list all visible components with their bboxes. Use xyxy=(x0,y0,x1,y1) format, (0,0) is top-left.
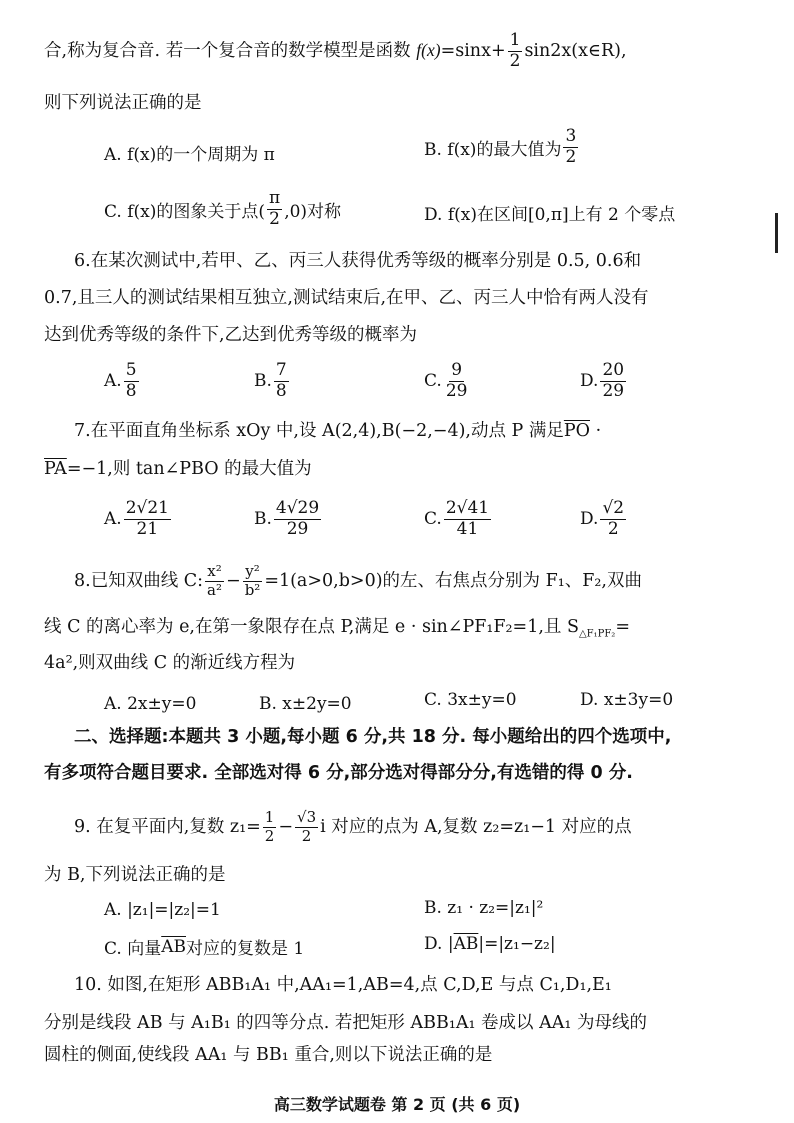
q6-option-b xyxy=(254,362,291,401)
q6-option-a-label: A. xyxy=(104,371,122,392)
q8-fraction-y xyxy=(243,564,263,599)
q5-frac-num: 1 xyxy=(509,30,521,50)
q9-stem-line1 xyxy=(74,810,632,845)
q9-option-d-post: |=|z₁−z₂| xyxy=(478,934,556,954)
q9-option-a: A. |z₁|=|z₂|=1 xyxy=(104,900,221,920)
q9-fraction-root3 xyxy=(295,810,318,845)
q5-stem-line2: 则下列说法正确的是 xyxy=(44,93,202,113)
q7-option-b-label: B. xyxy=(254,509,272,530)
q8-stem-text: 8.已知双曲线 C: xyxy=(74,570,204,591)
section2-heading-line2: 有多项符合题目要求. 全部选对得 6 分,部分选对得部分分,有选错的得 0 分. xyxy=(44,763,633,783)
q7-option-d-label: D. xyxy=(580,509,599,530)
q7-option-d-fraction xyxy=(600,500,626,539)
q6-option-b-den: 8 xyxy=(275,380,287,401)
q8-stem-line1 xyxy=(74,564,642,599)
q5-option-c xyxy=(104,190,341,229)
q9-frac-root3-den: 2 xyxy=(301,826,312,845)
q10-stem-line3: 圆柱的侧面,使线段 AA₁ 与 BB₁ 重合,则以下说法正确的是 xyxy=(44,1045,493,1065)
q6-stem-line3: 达到优秀等级的条件下,乙达到优秀等级的概率为 xyxy=(44,325,418,345)
q8-frac-x-num: x² xyxy=(207,562,222,580)
q9-option-d xyxy=(424,934,556,954)
q8-stem-line2-text: 线 C 的离心率为 e,在第一象限存在点 P,满足 e · sin∠PF₁F₂=1,且 S xyxy=(44,617,579,637)
q8-option-b: B. x±2y=0 xyxy=(259,694,352,714)
q8-frac-x-den: a² xyxy=(207,580,223,599)
section2-heading-line1: 二、选择题:本题共 3 小题,每小题 6 分,共 18 分. 每小题给出的四个选项中, xyxy=(74,727,672,747)
q7-option-a-fraction xyxy=(124,500,171,539)
q8-option-c: C. 3x±y=0 xyxy=(424,690,517,710)
q6-option-b-fraction xyxy=(274,362,289,401)
q6-option-a xyxy=(104,362,141,401)
q7-option-c-num: 2√41 xyxy=(445,498,490,518)
q7-stem-text: 7.在平面直角坐标系 xOy 中,设 A(2,4),B(−2,−4),动点 P 满足 xyxy=(74,421,564,441)
q7-option-c-label: C. xyxy=(424,509,442,530)
q9-option-c-post: 对应的复数是 1 xyxy=(186,939,305,959)
q5-option-b-fraction xyxy=(563,128,578,167)
q5-stem-line1 xyxy=(44,32,627,71)
q8-fraction-x xyxy=(205,564,224,599)
q8-option-a: A. 2x±y=0 xyxy=(104,694,197,714)
q7-stem-line2 xyxy=(44,458,312,481)
q9-option-b: B. z₁ · z₂=|z₁|² xyxy=(424,898,544,918)
q7-option-a-num: 2√21 xyxy=(125,498,169,518)
q7-vector-pa: $\overline{PA}$ xyxy=(44,459,67,479)
q5-option-d: D. f(x)在区间[0,π]上有 2 个零点 xyxy=(424,205,676,225)
q6-option-d-fraction xyxy=(600,362,626,401)
q5-option-c-pre: C. f(x)的图象关于点( xyxy=(104,201,265,222)
q7-vector-po: $\overline{PO}$ xyxy=(563,421,590,441)
scroll-marker xyxy=(775,213,778,253)
q7-option-d xyxy=(580,500,628,539)
q8-option-d: D. x±3y=0 xyxy=(580,690,674,710)
q6-stem-line2: 0.7,且三人的测试结果相互独立,测试结束后,在甲、乙、丙三人中恰有两人没有 xyxy=(44,288,649,308)
q9-frac-half-num: 1 xyxy=(264,808,275,826)
q6-option-d xyxy=(580,362,628,401)
q6-option-d-den: 29 xyxy=(602,380,625,401)
q7-option-b-den: 29 xyxy=(286,518,309,539)
q6-option-d-label: D. xyxy=(580,371,599,392)
q6-option-a-den: 8 xyxy=(125,380,137,401)
q7-stem-line1 xyxy=(74,420,601,443)
q5-fx: f(x) xyxy=(416,39,441,60)
q5-eq-b: sin2x(x∈R), xyxy=(524,40,627,61)
q5-eq-a: =sinx+ xyxy=(440,40,506,61)
q9-stem-line2: 为 B,下列说法正确的是 xyxy=(44,865,226,885)
q7-stem-rest: =−1,则 tan∠PBO 的最大值为 xyxy=(66,459,312,479)
q5-frac-den: 2 xyxy=(509,50,521,71)
q7-option-c xyxy=(424,500,493,539)
q6-option-d-num: 20 xyxy=(602,360,625,380)
q7-option-a-den: 21 xyxy=(136,518,159,539)
q7-option-a-label: A. xyxy=(104,509,122,530)
q9-option-c-pre: C. 向量 xyxy=(104,939,162,959)
q7-option-b xyxy=(254,500,323,539)
q9-stem-text-b: i 对应的点为 A,复数 z₂=z₁−1 对应的点 xyxy=(320,816,632,837)
q7-option-d-den: 2 xyxy=(607,518,619,539)
q6-option-c-den: 29 xyxy=(445,380,468,401)
q5-option-b-den: 2 xyxy=(565,146,577,167)
q5-fraction xyxy=(508,32,523,71)
q7-option-b-fraction xyxy=(274,500,321,539)
q6-stem-line1: 6.在某次测试中,若甲、乙、丙三人获得优秀等级的概率分别是 0.5, 0.6和 xyxy=(74,251,642,271)
q6-option-b-label: B. xyxy=(254,371,272,392)
q8-stem-text-b: =1(a>0,b>0)的左、右焦点分别为 F₁、F₂,双曲 xyxy=(264,570,642,591)
q9-fraction-half xyxy=(263,810,277,845)
q7-option-b-num: 4√29 xyxy=(275,498,320,518)
q5-option-c-fraction xyxy=(267,190,282,229)
q6-option-c xyxy=(424,362,471,401)
q9-option-c xyxy=(104,934,304,959)
q9-option-d-pre: D. | xyxy=(424,934,454,954)
q8-area-subscript: △F₁PF₂ xyxy=(578,628,616,640)
q8-frac-y-num: y² xyxy=(245,562,260,580)
q9-minus: − xyxy=(278,816,294,837)
q9-frac-half-den: 2 xyxy=(264,826,275,845)
q7-option-d-num: √2 xyxy=(602,498,625,518)
q5-option-b-text: B. f(x)的最大值为 xyxy=(424,139,562,160)
q9-stem-text: 9. 在复平面内,复数 z₁= xyxy=(74,816,261,837)
q6-option-c-num: 9 xyxy=(451,360,463,380)
q6-option-b-num: 7 xyxy=(275,360,287,380)
q6-option-a-fraction xyxy=(124,362,139,401)
q5-option-c-post: ,0)对称 xyxy=(284,201,342,222)
q5-option-c-num: π xyxy=(269,188,281,208)
q7-option-c-den: 41 xyxy=(456,518,479,539)
q6-option-a-num: 5 xyxy=(125,360,137,380)
q5-stem-text: 合,称为复合音. 若一个复合音的数学模型是函数 xyxy=(44,40,411,61)
q8-frac-y-den: b² xyxy=(244,580,261,599)
page-footer: 高三数学试题卷 第 2 页 (共 6 页) xyxy=(273,1095,521,1114)
q8-stem-line3: 4a²,则双曲线 C 的渐近线方程为 xyxy=(44,653,296,673)
q7-dot: · xyxy=(590,421,602,441)
q7-option-c-fraction xyxy=(444,500,491,539)
q8-stem-line2 xyxy=(44,616,630,641)
q6-option-c-fraction xyxy=(444,362,470,401)
q5-option-c-den: 2 xyxy=(269,208,280,229)
q8-stem-line2-eq: = xyxy=(615,617,630,637)
q5-option-b xyxy=(424,128,580,167)
q10-stem-line1: 10. 如图,在矩形 ABB₁A₁ 中,AA₁=1,AB=4,点 C,D,E 与点 C₁,D₁,E₁ xyxy=(74,975,612,995)
q5-option-a: A. f(x)的一个周期为 π xyxy=(104,145,275,165)
q9-option-d-vector: $\overline{AB}$ xyxy=(453,934,479,954)
q7-option-a xyxy=(104,500,173,539)
q5-option-b-num: 3 xyxy=(565,126,577,146)
q6-option-c-label: C. xyxy=(424,371,442,392)
q8-minus: − xyxy=(226,570,241,591)
q9-frac-root3-num: √3 xyxy=(297,808,317,826)
q9-option-c-vector: $\overline{AB}$ xyxy=(161,936,186,957)
q10-stem-line2: 分别是线段 AB 与 A₁B₁ 的四等分点. 若把矩形 ABB₁A₁ 卷成以 AA₁ 为母线的 xyxy=(44,1013,647,1033)
